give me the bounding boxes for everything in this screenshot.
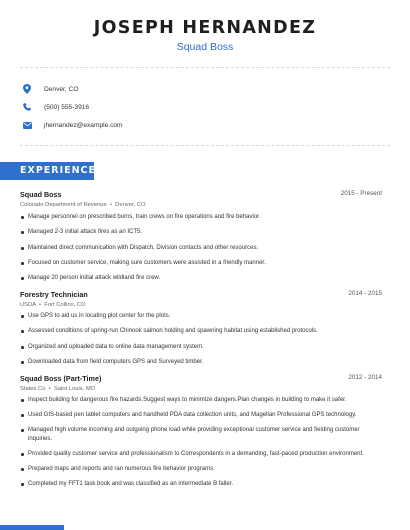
job-entry bbox=[20, 290, 382, 365]
next-section-heading-bar bbox=[0, 525, 64, 530]
candidate-name: JOSEPH HERNANDEZ bbox=[93, 18, 317, 38]
job-bullet: Maintained direct communication with Dispatch, Division contacts and other resources. bbox=[20, 244, 368, 253]
job-org-line: Colorado Department of Revenue • Denver, CO bbox=[20, 202, 146, 208]
job-org: States Co bbox=[20, 386, 46, 392]
contact-location bbox=[20, 82, 78, 96]
contact-phone-text: (500) 555-3916 bbox=[44, 103, 90, 111]
job-bullet: Manage 20 person initial attack wildland fire crew. bbox=[20, 274, 368, 283]
divider bbox=[20, 145, 390, 146]
job-bullet: Downloaded data from field computers GPS and Surveyed timber. bbox=[20, 358, 368, 367]
experience-section-heading bbox=[0, 162, 97, 180]
job-org-line: USDA • Fort Collins, CO bbox=[20, 302, 86, 308]
job-bullet: Provided quality customer service and professionalism to Correspondents in a demanding, fast-paced production environment. bbox=[20, 450, 368, 459]
experience-heading-label: EXPERIENCE bbox=[20, 165, 97, 176]
job-entry bbox=[20, 190, 382, 281]
job-bullet: Prepared maps and reports and ran numerous fire behavior programs. bbox=[20, 465, 368, 474]
job-title: Squad Boss bbox=[20, 190, 62, 199]
location-pin-icon bbox=[20, 82, 34, 96]
job-location: Denver, CO bbox=[115, 202, 146, 208]
job-entry bbox=[20, 374, 382, 487]
job-dates: 2012 - 2014 bbox=[348, 374, 382, 381]
job-bullet: Assessed conditions of spring-run Chinook salmon holding and spawning habitat using established protocols. bbox=[20, 327, 368, 336]
job-title: Squad Boss (Part-Time) bbox=[20, 374, 102, 383]
contact-email-text: jhernandez@example.com bbox=[44, 121, 123, 129]
job-title: Forestry Technician bbox=[20, 290, 88, 299]
job-bullet: Used GIS-based pen tablet computers and handheld PDA data collection units, and Magellan Professional GPS technology. bbox=[20, 411, 368, 420]
job-bullet: Managed 2-3 initial attack fires as an ICT5. bbox=[20, 228, 368, 237]
job-bullet: Use GPS to aid us in locating plot center for the plots. bbox=[20, 312, 368, 321]
job-bullet: Focused on customer service, making sure customers were assisted in a friendly manner. bbox=[20, 259, 368, 268]
job-bullet: Organized and uploaded data to online data management system. bbox=[20, 343, 368, 352]
job-bullet: Inspect building for dangerous fire hazards.Suggest ways to minimize dangers.Plan changes in building to make it safer. bbox=[20, 396, 368, 405]
divider bbox=[20, 67, 390, 68]
job-dates: 2014 - 2015 bbox=[348, 290, 382, 297]
contact-email bbox=[20, 118, 123, 132]
job-bullet: Managed high volume incoming and outgoing phone load while providing exceptional customer service and fielding customer inquiries. bbox=[20, 426, 368, 443]
email-icon bbox=[20, 118, 34, 132]
job-org: Colorado Department of Revenue bbox=[20, 202, 107, 208]
contact-phone bbox=[20, 100, 89, 114]
job-org-line: States Co • Saint Louis, MO bbox=[20, 386, 96, 392]
job-org: USDA bbox=[20, 302, 36, 308]
job-location: Fort Collins, CO bbox=[44, 302, 86, 308]
job-bullet: Completed my FFT1 task book and was classified as an intermediate B faller. bbox=[20, 480, 368, 489]
contact-location-text: Denver, CO bbox=[44, 85, 79, 93]
job-dates: 2015 - Present bbox=[340, 190, 382, 197]
job-bullet: Manage personnel on prescribed burns, train crews on fire operations and fire behavior. bbox=[20, 213, 368, 222]
phone-icon bbox=[20, 100, 34, 114]
job-location: Saint Louis, MO bbox=[53, 386, 96, 392]
job-role: Squad Boss bbox=[176, 41, 234, 53]
